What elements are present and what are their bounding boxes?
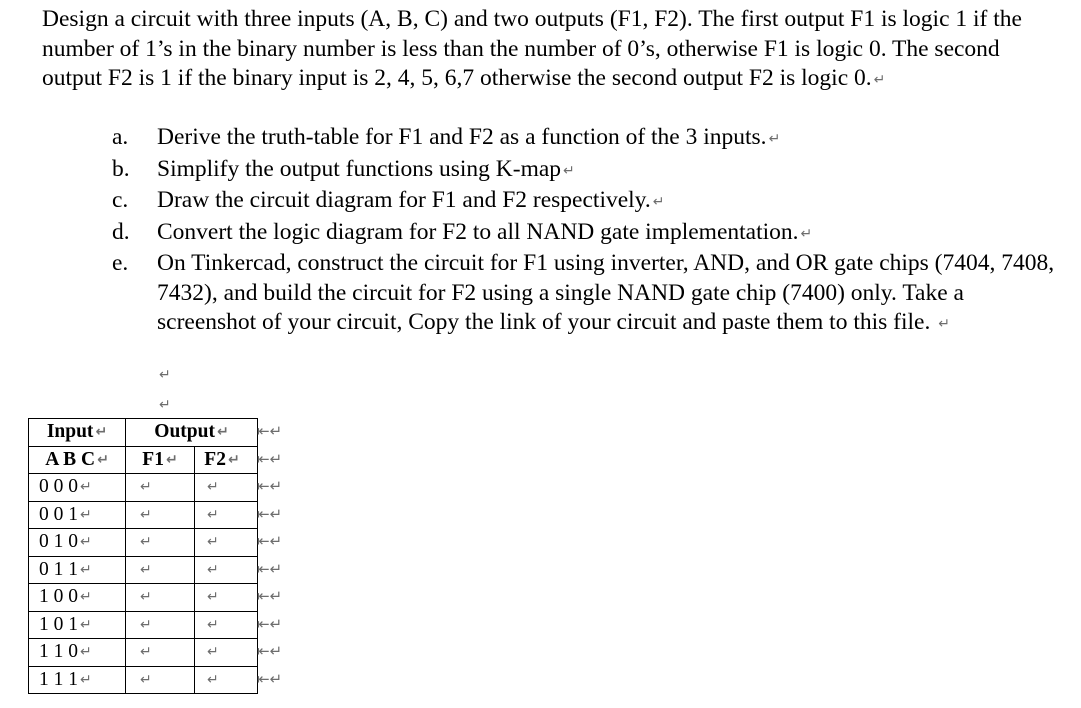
row-end-mark-icon: ⇤↵	[257, 504, 283, 523]
paragraph-mark-icon: ↵	[140, 616, 152, 633]
paragraph-mark-icon: ↵	[207, 644, 219, 661]
task-item	[112, 155, 1062, 187]
task-text: On Tinkercad, construct the circuit for F1 using inverter, AND, and OR gate chips (7404, 7408, 7432), and build the circuit for F2 using a single NAND gate chip (7400) only. Take a screenshot of your circuit, Copy the link of your circuit and paste them to this file.	[157, 250, 1055, 335]
table-header-row	[29, 419, 258, 447]
f2-cell[interactable]	[195, 501, 258, 529]
paragraph-mark-icon: ↵	[165, 451, 178, 468]
f1-cell[interactable]	[126, 666, 195, 694]
f2-cell[interactable]	[195, 639, 258, 667]
task-letter: d.	[112, 218, 130, 245]
paragraph-mark-icon: ↵	[80, 506, 92, 523]
table-row	[29, 474, 258, 502]
table-row	[29, 556, 258, 584]
f1-cell[interactable]	[126, 474, 195, 502]
f1-cell[interactable]	[126, 611, 195, 639]
task-text: Derive the truth-table for F1 and F2 as a function of the 3 inputs.	[157, 124, 767, 150]
paragraph-mark-icon: ↵	[140, 534, 152, 551]
header-output-cell[interactable]: Output ↵	[126, 419, 258, 447]
paragraph-mark-icon: ↵	[938, 316, 950, 332]
paragraph-mark-icon: ↵	[140, 671, 152, 688]
paragraph-mark-icon: ↵	[207, 589, 219, 606]
paragraph-mark-icon: ↵	[97, 451, 109, 468]
paragraph-mark-icon: ↵	[140, 589, 152, 606]
paragraph-mark-icon: ↵	[216, 424, 229, 441]
table-row	[29, 501, 258, 529]
row-end-mark-icon: ⇤↵	[257, 422, 283, 440]
f2-cell[interactable]	[195, 556, 258, 584]
table-row	[29, 584, 258, 612]
task-item	[112, 123, 1062, 155]
paragraph-mark-icon: ↵	[140, 506, 152, 523]
paragraph-mark-icon: ↵	[652, 194, 665, 210]
row-end-mark-icon: ⇤↵	[257, 587, 283, 605]
f2-cell[interactable]	[195, 584, 258, 612]
paragraph-mark-icon: ↵	[227, 451, 240, 468]
f1-cell[interactable]	[126, 556, 195, 584]
input-cell[interactable]: 0 1 0 ↵	[29, 529, 126, 557]
table-row	[29, 529, 258, 557]
row-end-mark-icon: ⇤↵	[257, 559, 283, 578]
paragraph-mark-icon: ↵	[207, 506, 219, 523]
paragraph-mark-icon: ↵	[80, 561, 92, 578]
f1-cell[interactable]	[126, 529, 195, 557]
paragraph-mark-icon: ↵	[800, 225, 813, 242]
row-end-mark-icon: ⇤↵	[257, 669, 283, 688]
paragraph-mark-icon: ↵	[140, 561, 152, 578]
input-cell[interactable]: 0 0 0 ↵	[29, 474, 126, 502]
row-end-mark-icon: ⇤↵	[257, 532, 283, 550]
paragraph-mark-icon: ↵	[140, 644, 152, 661]
task-item	[112, 249, 1062, 340]
paragraph-mark-icon: ↵	[768, 131, 781, 147]
input-cell[interactable]: 0 0 1 ↵	[29, 501, 126, 529]
task-letter: e.	[112, 250, 129, 276]
empty-paragraph	[157, 390, 171, 416]
header-f1-cell[interactable]: F1 ↵	[126, 446, 195, 474]
input-cell[interactable]: 1 1 1 ↵	[29, 666, 126, 694]
task-item	[112, 218, 1062, 250]
paragraph-mark-icon: ↵	[80, 589, 92, 606]
input-cell[interactable]: 0 1 1 ↵	[29, 556, 126, 584]
f1-cell[interactable]	[126, 501, 195, 529]
input-cell[interactable]: 1 1 0 ↵	[29, 639, 126, 667]
paragraph-mark-icon: ↵	[159, 367, 171, 383]
input-cell[interactable]: 1 0 1 ↵	[29, 611, 126, 639]
table-header-row	[29, 446, 258, 474]
f2-cell[interactable]	[195, 611, 258, 639]
paragraph-mark-icon: ↵	[207, 479, 219, 496]
paragraph-mark-icon: ↵	[80, 479, 92, 496]
truth-table	[28, 418, 258, 694]
row-end-marks	[257, 418, 282, 693]
task-text: Convert the logic diagram for F2 to all NAND gate implementation.	[157, 218, 799, 245]
paragraph-mark-icon: ↵	[159, 397, 171, 413]
task-letter: b.	[112, 155, 130, 182]
task-letter: c.	[112, 187, 129, 213]
problem-statement-text: Design a circuit with three inputs (A, B, C) and two outputs (F1, F2). The first output F1 is logic 1 if the number of 1’s in the binary number is less than the number of 0’s, otherwise F1 is logic 0. The second output F2 is 1 if the binary input is 2, 4, 5, 6,7 otherwise the second output F2 is logic 0.	[42, 6, 1022, 91]
row-end-mark-icon: ⇤↵	[257, 614, 283, 633]
empty-paragraph	[157, 360, 171, 386]
f2-cell[interactable]	[195, 529, 258, 557]
paragraph-mark-icon: ↵	[80, 616, 92, 633]
header-f2-cell[interactable]: F2 ↵	[195, 446, 258, 474]
paragraph-mark-icon: ↵	[207, 561, 219, 578]
header-input-cell[interactable]: Input ↵	[29, 419, 126, 447]
header-abc-cell[interactable]: A B C ↵	[29, 446, 126, 474]
paragraph-mark-icon: ↵	[207, 534, 219, 551]
paragraph-mark-icon: ↵	[95, 424, 108, 441]
f2-cell[interactable]	[195, 666, 258, 694]
paragraph-mark-icon: ↵	[207, 616, 219, 633]
row-end-mark-icon: ⇤↵	[257, 642, 283, 660]
task-text: Simplify the output functions using K-map	[157, 155, 562, 182]
table-row	[29, 611, 258, 639]
table-row	[29, 639, 258, 667]
paragraph-mark-icon: ↵	[873, 72, 886, 88]
task-item	[112, 186, 1062, 218]
paragraph-mark-icon: ↵	[207, 671, 219, 688]
table-row	[29, 666, 258, 694]
row-end-mark-icon: ⇤↵	[257, 477, 283, 495]
task-list	[112, 123, 1062, 340]
row-end-mark-icon: ⇤↵	[257, 449, 283, 468]
problem-statement	[42, 5, 1052, 96]
task-letter: a.	[112, 124, 129, 150]
paragraph-mark-icon: ↵	[80, 534, 92, 551]
paragraph-mark-icon: ↵	[140, 479, 152, 496]
paragraph-mark-icon: ↵	[80, 671, 92, 688]
paragraph-mark-icon: ↵	[80, 644, 92, 661]
f1-cell[interactable]	[126, 639, 195, 667]
paragraph-mark-icon: ↵	[563, 162, 575, 179]
f2-cell[interactable]	[195, 474, 258, 502]
task-text: Draw the circuit diagram for F1 and F2 respectively.	[157, 187, 651, 213]
input-cell[interactable]: 1 0 0 ↵	[29, 584, 126, 612]
f1-cell[interactable]	[126, 584, 195, 612]
